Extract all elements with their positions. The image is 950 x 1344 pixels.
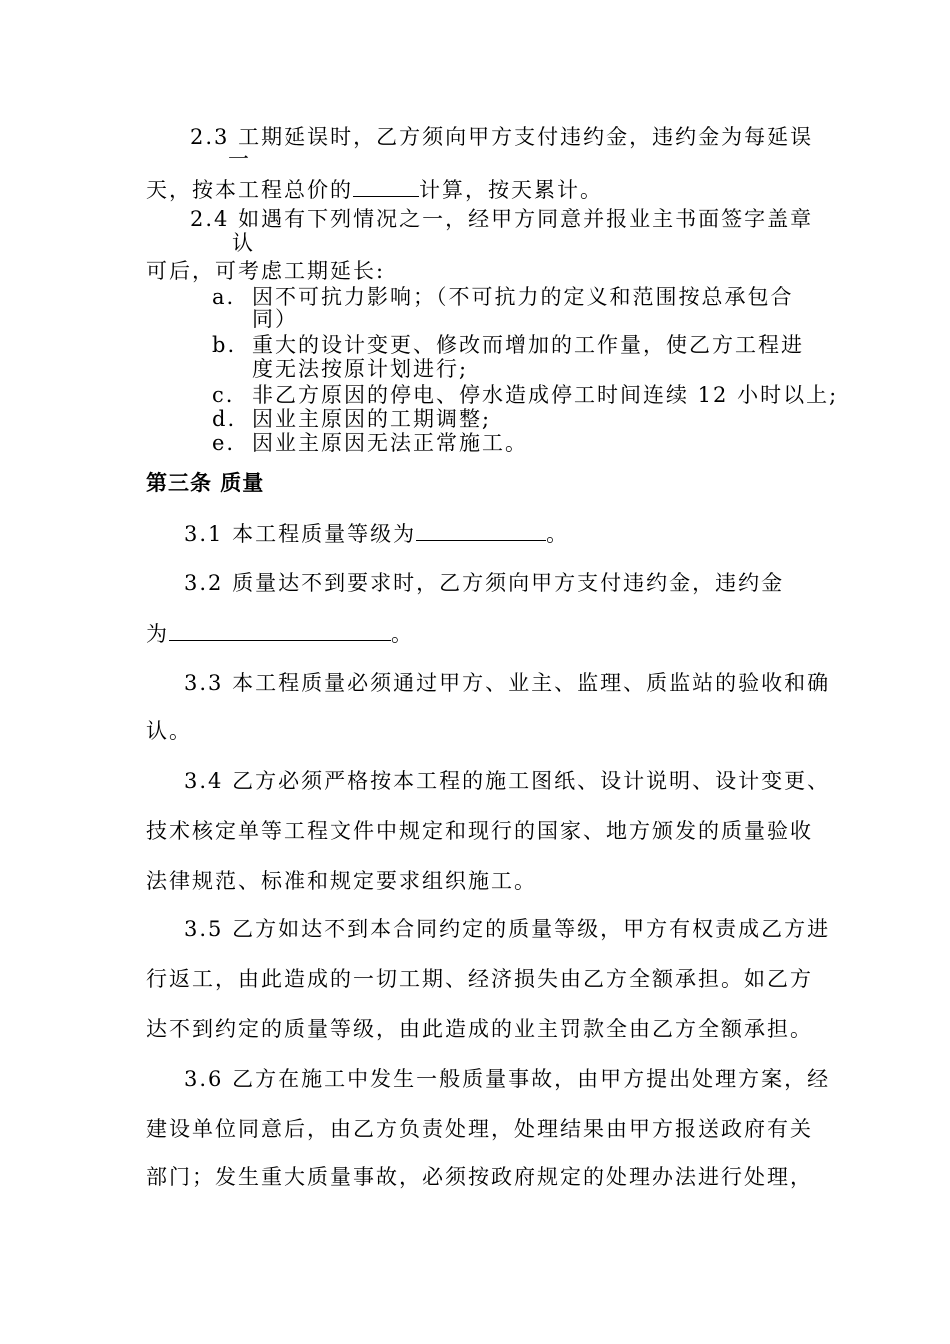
clause-2-3-line2 bbox=[146, 176, 603, 203]
condition-b bbox=[212, 332, 804, 358]
condition-a-line2: 同） bbox=[252, 307, 298, 331]
condition-d-text: 因业主原因的工期调整; bbox=[252, 407, 492, 431]
clause-3-6-line3: 部门；发生重大质量事故，必须按政府规定的处理办法进行处理， bbox=[146, 1165, 813, 1189]
clause-3-2-text: 为 bbox=[146, 622, 169, 646]
condition-b-text: 重大的设计变更、修改而增加的工作量，使乙方工程进 bbox=[252, 333, 804, 357]
clause-3-6-line1: 3.6 乙方在施工中发生一般质量事故，由甲方提出处理方案，经 bbox=[184, 1067, 831, 1091]
clause-3-4-line2: 技术核定单等工程文件中规定和现行的国家、地方颁发的质量验收 bbox=[146, 819, 813, 843]
condition-c-marker: c. bbox=[212, 383, 235, 407]
clause-2-3-text-before: 天，按本工程总价的 bbox=[146, 178, 353, 202]
condition-a bbox=[212, 284, 794, 310]
condition-a-marker: a. bbox=[212, 285, 236, 309]
clause-3-2-line2 bbox=[146, 620, 414, 647]
clause-3-3-line2: 认。 bbox=[146, 719, 192, 743]
condition-a-text: 因不可抗力影响；（不可抗力的定义和范围按总承包合 bbox=[252, 285, 794, 309]
clause-2-3-text-after: 计算，按天累计。 bbox=[419, 178, 603, 202]
clause-3-2-end: 。 bbox=[391, 622, 414, 646]
clause-2-3-wrap: 一 bbox=[228, 147, 251, 171]
clause-2-3-line1: 2.3 工期延误时，乙方须向甲方支付违约金，违约金为每延误 bbox=[190, 125, 814, 149]
section-3-heading: 第三条 质量 bbox=[146, 471, 265, 495]
condition-b-marker: b. bbox=[212, 333, 237, 357]
blank-total-price-rate bbox=[353, 176, 419, 197]
clause-2-4-wrap: 认 bbox=[232, 231, 255, 255]
clause-3-6-line2: 建设单位同意后，由乙方负责处理，处理结果由甲方报送政府有关 bbox=[146, 1117, 813, 1141]
clause-3-4-line3: 法律规范、标准和规定要求组织施工。 bbox=[146, 869, 537, 893]
condition-e-text: 因业主原因无法正常施工。 bbox=[252, 431, 528, 455]
clause-3-5-line1: 3.5 乙方如达不到本合同约定的质量等级，甲方有权责成乙方进 bbox=[184, 917, 831, 941]
condition-e-marker: e. bbox=[212, 431, 236, 455]
clause-3-3-line1: 3.3 本工程质量必须通过甲方、业主、监理、质监站的验收和确 bbox=[184, 671, 831, 695]
condition-e bbox=[212, 430, 528, 456]
condition-d bbox=[212, 406, 491, 432]
blank-penalty-amount bbox=[169, 620, 391, 641]
clause-3-4-line1: 3.4 乙方必须严格按本工程的施工图纸、设计说明、设计变更、 bbox=[184, 769, 831, 793]
clause-2-4-line1: 2.4 如遇有下列情况之一，经甲方同意并报业主书面签字盖章 bbox=[190, 207, 814, 231]
clause-3-5-line3: 达不到约定的质量等级，由此造成的业主罚款全由乙方全额承担。 bbox=[146, 1017, 813, 1041]
condition-c bbox=[212, 382, 838, 408]
clause-2-4-line2: 可后，可考虑工期延长: bbox=[146, 259, 386, 283]
clause-3-5-line2: 行返工，由此造成的一切工期、经济损失由乙方全额承担。如乙方 bbox=[146, 967, 813, 991]
clause-3-1-text: 3.1 本工程质量等级为 bbox=[184, 522, 417, 546]
clause-3-1-end: 。 bbox=[546, 522, 570, 546]
condition-d-marker: d. bbox=[212, 407, 237, 431]
blank-quality-grade bbox=[416, 520, 546, 541]
condition-b-line2: 度无法按原计划进行; bbox=[252, 357, 469, 381]
clause-3-1 bbox=[184, 520, 569, 547]
clause-3-2-line1: 3.2 质量达不到要求时，乙方须向甲方支付违约金，违约金 bbox=[184, 571, 785, 595]
condition-c-text: 非乙方原因的停电、停水造成停工时间连续 12 小时以上; bbox=[252, 383, 839, 407]
